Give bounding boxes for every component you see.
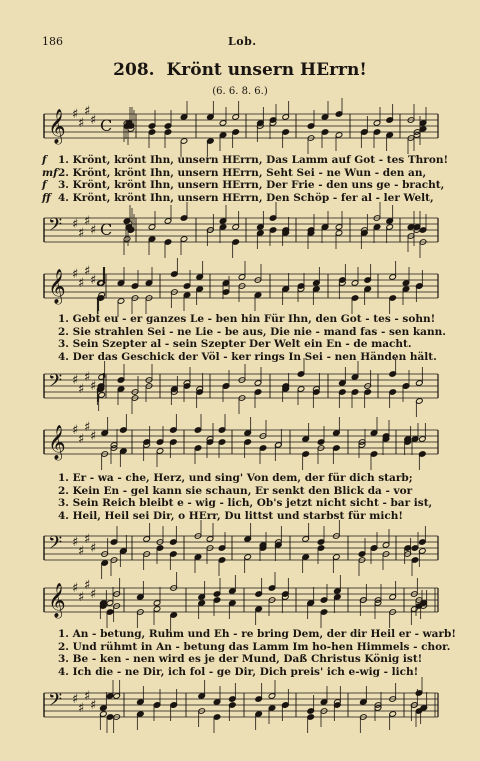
verse-line — [58, 666, 434, 679]
verse-text: 4. Ich die - ne Dir, ich fol - ge Dir, Dich preis' ich e-wig - lich! — [58, 666, 419, 679]
sharp-icon: ♯ — [90, 429, 97, 444]
bass-clef-icon: 𝄢 — [48, 371, 63, 396]
verse-line — [58, 313, 434, 326]
sharp-icon: ♯ — [90, 113, 97, 128]
common-time-icon: C — [100, 116, 113, 135]
common-time-icon: C — [100, 220, 113, 239]
verse-text: 2. Kein En - gel kann sie schaun, Er senkt den Blick da - vor — [58, 484, 413, 497]
sharp-icon: ♯ — [72, 267, 79, 282]
verse-line — [58, 628, 456, 641]
verse-line — [42, 154, 449, 167]
sharp-icon: ♯ — [90, 698, 97, 713]
sharp-icon: ♯ — [84, 214, 91, 229]
sharp-icon: ♯ — [84, 689, 91, 704]
verse-line — [58, 325, 446, 339]
verse-block — [58, 472, 434, 523]
hymn-number: 208. — [113, 60, 155, 80]
sharp-icon: ♯ — [90, 273, 97, 288]
sharp-icon: ♯ — [78, 226, 85, 241]
page-number: 186 — [42, 35, 63, 48]
sharp-icon: ♯ — [90, 223, 97, 238]
verse-text: 1. An - betung, Ruhm und Eh - re bring Dem, der dir Heil er - warb! — [58, 628, 456, 640]
treble-clef-icon: 𝄞 — [48, 583, 66, 618]
verse-text: 3. Sein Szepter al - sein Szepter Der Welt ein En - de macht. — [58, 338, 412, 351]
verse-text: 2. Krönt, krönt Ihn, unsern HErrn, Seht Sei - ne Wun - den an, — [58, 166, 427, 179]
verse-line — [58, 510, 434, 523]
verse-line — [58, 351, 437, 364]
verse-block — [58, 628, 456, 679]
bass-staff — [0, 364, 480, 410]
sharp-icon: ♯ — [90, 541, 97, 556]
verse-text: 1. Krönt, krönt Ihn, unsern HErrn, Das Lamm auf Got - tes Thron! — [58, 154, 449, 166]
sharp-icon: ♯ — [84, 532, 91, 547]
verse-text: 3. Be - ken - nen wird es je der Mund, Daß Christus König ist! — [58, 653, 423, 666]
verse-text: 1. Er - wa - che, Herz, und sing' Von dem, der für dich starb; — [58, 472, 413, 484]
hymn-meter: (6. 6. 8. 6.) — [212, 86, 268, 97]
sharp-icon: ♯ — [72, 692, 79, 707]
treble-clef-icon: 𝄞 — [48, 269, 66, 304]
verse-text: 4. Krönt, krönt Ihn, unsern HErrn, Den Schöp - fer al - ler Welt, — [58, 192, 434, 205]
dynamic-marking: mf — [42, 166, 58, 179]
verse-line — [58, 472, 434, 485]
verse-line — [58, 338, 434, 351]
sharp-icon: ♯ — [78, 590, 85, 605]
sharp-icon: ♯ — [72, 373, 79, 388]
dynamic-marking: ff — [42, 192, 51, 205]
verse-line — [58, 653, 434, 666]
verse-text: 4. Der das Geschick der Völ - ker rings In Sei - nen Händen hält. — [58, 351, 437, 364]
sharp-icon: ♯ — [78, 544, 85, 559]
sharp-icon: ♯ — [84, 104, 91, 119]
sharp-icon: ♯ — [78, 701, 85, 716]
dynamic-marking: f — [42, 179, 47, 192]
verse-line — [42, 166, 434, 180]
verse-line — [58, 497, 434, 510]
sharp-icon: ♯ — [72, 217, 79, 232]
sharp-icon: ♯ — [78, 382, 85, 397]
treble-clef-icon: 𝄞 — [48, 425, 66, 460]
dynamic-marking: f — [42, 154, 47, 166]
bass-staff — [0, 526, 480, 570]
bass-staff — [0, 208, 480, 252]
verse-text: 3. Krönt, krönt Ihn, unsern HErrn, Der Frie - den uns ge - bracht, — [58, 179, 445, 192]
hymn-title-text: Krönt unsern HErrn! — [166, 60, 367, 80]
sharp-icon: ♯ — [84, 370, 91, 385]
sharp-icon: ♯ — [72, 535, 79, 550]
sharp-icon: ♯ — [90, 587, 97, 602]
verse-line — [58, 640, 451, 654]
verse-line — [42, 179, 445, 192]
verse-text: 4. Heil, Heil sei Dir, o HErr, Du littst und starbst für mich! — [58, 510, 404, 523]
sharp-icon: ♯ — [84, 420, 91, 435]
bass-clef-icon: 𝄢 — [48, 690, 63, 715]
verse-text: 3. Sein Reich bleibt e - wig - lich, Ob's jetzt nicht sicht - bar ist, — [58, 497, 433, 510]
bass-clef-icon: 𝄢 — [48, 215, 63, 240]
sharp-icon: ♯ — [84, 578, 91, 593]
treble-staff — [0, 578, 480, 624]
sharp-icon: ♯ — [78, 432, 85, 447]
treble-staff — [0, 104, 480, 150]
verse-line — [58, 485, 434, 498]
sharp-icon: ♯ — [84, 264, 91, 279]
verse-block — [42, 154, 449, 205]
sharp-icon: ♯ — [72, 423, 79, 438]
running-head: Lob. — [228, 35, 257, 48]
sharp-icon: ♯ — [72, 107, 79, 122]
sharp-icon: ♯ — [78, 276, 85, 291]
treble-clef-icon: 𝄞 — [48, 109, 66, 144]
sharp-icon: ♯ — [90, 379, 97, 394]
treble-staff — [0, 420, 480, 466]
verse-line — [42, 192, 434, 205]
bass-clef-icon: 𝄢 — [48, 533, 63, 558]
verse-text: 2. Und rühmt in An - betung das Lamm Im ho-hen Himmels - chor. — [58, 640, 451, 653]
hymn-title — [0, 60, 480, 80]
verse-block — [58, 313, 446, 364]
sharp-icon: ♯ — [78, 116, 85, 131]
treble-staff — [0, 264, 480, 310]
verse-text: 2. Sie strahlen Sei - ne Lie - be aus, Die nie - mand fas - sen kann. — [58, 325, 446, 338]
bass-staff — [0, 683, 480, 727]
verse-text: 1. Gebt eu - er ganzes Le - ben hin Für Ihn, den Got - tes - sohn! — [58, 313, 436, 325]
sharp-icon: ♯ — [72, 581, 79, 596]
